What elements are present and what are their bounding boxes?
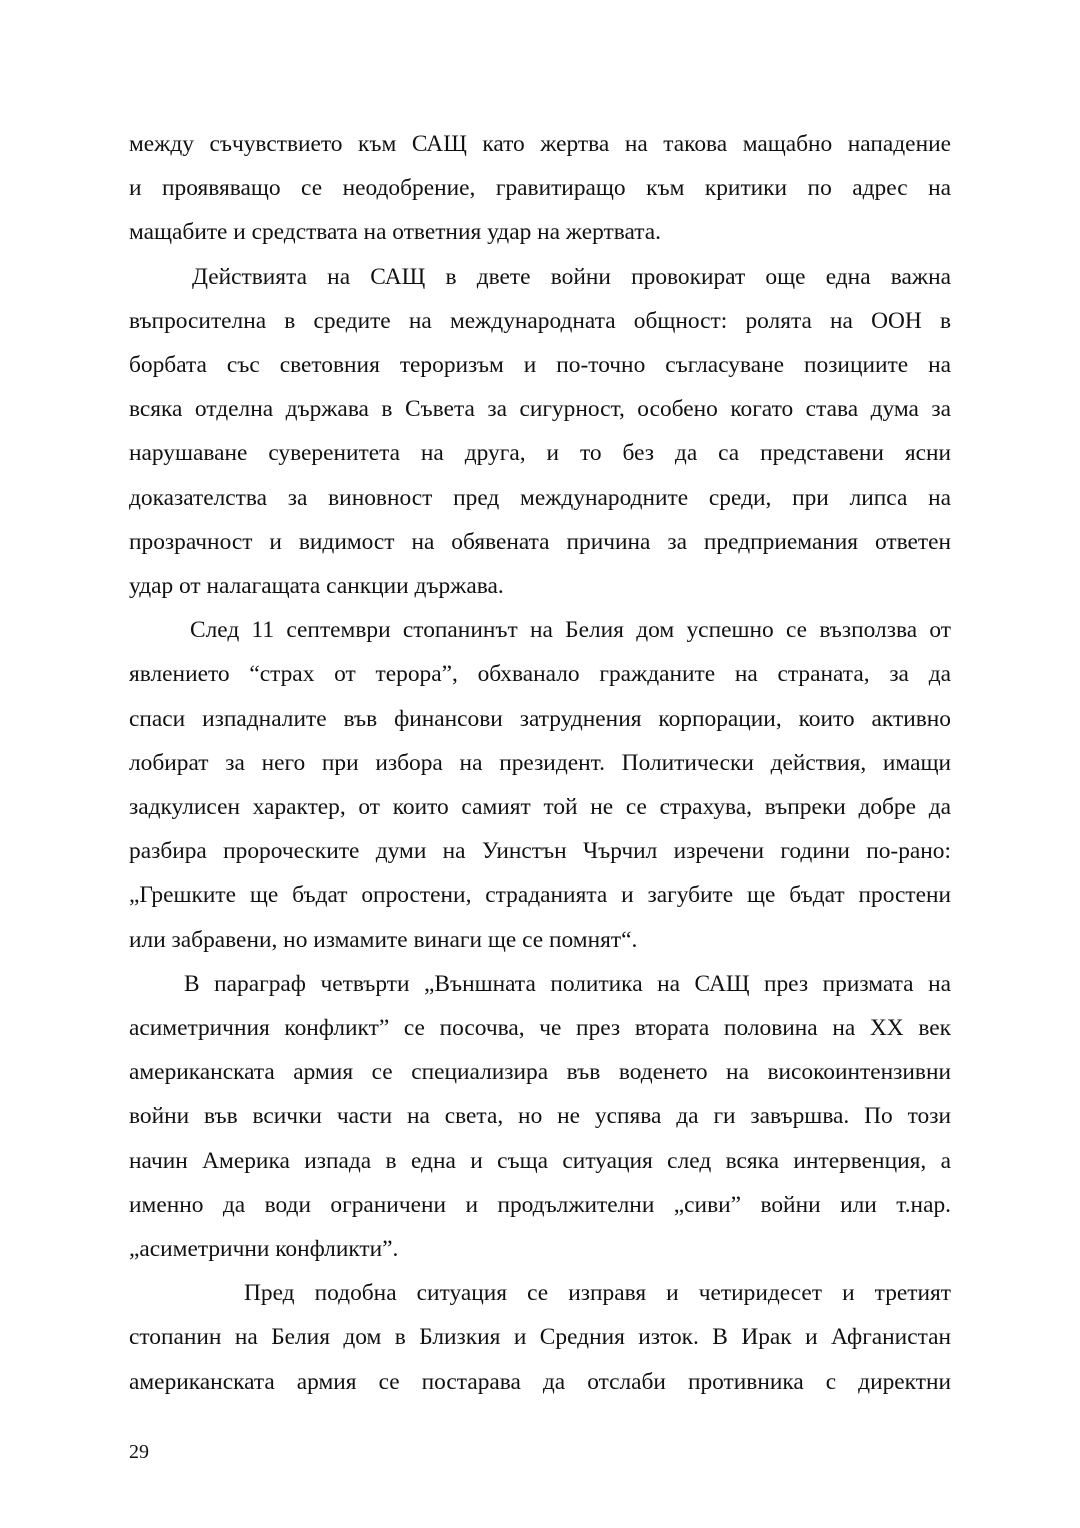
text-line: задкулисен характер, от които самият той не се страхува, въпреки добре да [129,794,951,821]
body-text [129,122,951,1404]
text-line: „асиметрични конфликти”. [129,1236,399,1263]
text-line: борбата със световния тероризъм и по-точно съгласуване позициите на [129,352,951,379]
text-line: спаси изпадналите във финансови затруднения корпорации, които активно [129,705,951,732]
text-line: нарушаване суверенитета на друга, и то без да са представени ясни [129,440,951,467]
text-line: или забравени, но измамите винаги ще се помнят“. [129,926,638,953]
text-line [129,608,951,652]
paragraph-4 [129,962,951,1271]
paragraph-3 [129,608,951,962]
text-line: между съчувствието към САЩ като жертва на такова мащабно нападение [129,131,951,157]
text-line: удар от налагащата санкции държава. [129,573,504,600]
text-line: американската армия се постарава да отслаби противника с директни [129,1368,951,1395]
text-line: прозрачност и видимост на обявената причина за предприемания ответен [129,528,951,555]
text-line-content: След 11 септември стопанинът на Белия дом успешно се възползва от [190,617,951,644]
text-line: въпросителна в средите на международната общност: ролята на ООН в [129,307,951,334]
text-line-content: В параграф четвърти „Външната политика на САЩ през призмата на [184,970,951,997]
paragraph-5 [129,1271,951,1404]
text-line: всяка отделна държава в Съвета за сигурност, особено когато става дума за [129,396,951,423]
text-line: мащабите и средствата на ответния удар на жертвата. [129,219,661,246]
text-line [129,255,951,299]
paragraph-2 [129,255,951,609]
text-line: стопанин на Белия дом в Близкия и Средния изток. В Ирак и Афганистан [129,1324,951,1351]
text-line [129,1271,951,1315]
text-line: начин Америка изпада в една и съща ситуация след всяка интервенция, а [129,1147,951,1174]
text-line: асиметричния конфликт” се посочва, че през втората половина на ХХ век [129,1015,951,1042]
paragraph-1 [129,122,951,255]
text-line: „Грешките ще бъдат опростени, страданията и загубите ще бъдат простени [129,882,951,909]
text-line: именно да води ограничени и продължителни „сиви” войни или т.нар. [129,1191,951,1218]
page-number: 29 [129,1441,149,1463]
text-line: лобират за него при избора на президент. Политически действия, имащи [129,749,951,776]
text-line: войни във всички части на света, но не успява да ги завършва. По този [129,1103,951,1130]
text-line: и проявяващо се неодобрение, гравитиращо към критики по адрес на [129,175,951,202]
text-line: явлението “страх от терора”, обхванало гражданите на страната, за да [129,661,951,688]
text-line [129,962,951,1006]
text-line: разбира пророческите думи на Уинстън Чърчил изречени години по-рано: [129,838,951,865]
text-line: американската армия се специализира във воденето на високоинтензивни [129,1059,951,1086]
text-line: доказателства за виновност пред международните среди, при липса на [129,484,951,511]
text-line-content: Пред подобна ситуация се изправя и четиридесет и третият [244,1280,951,1307]
text-line-content: Действията на САЩ в двете войни провокират още една важна [192,263,951,290]
